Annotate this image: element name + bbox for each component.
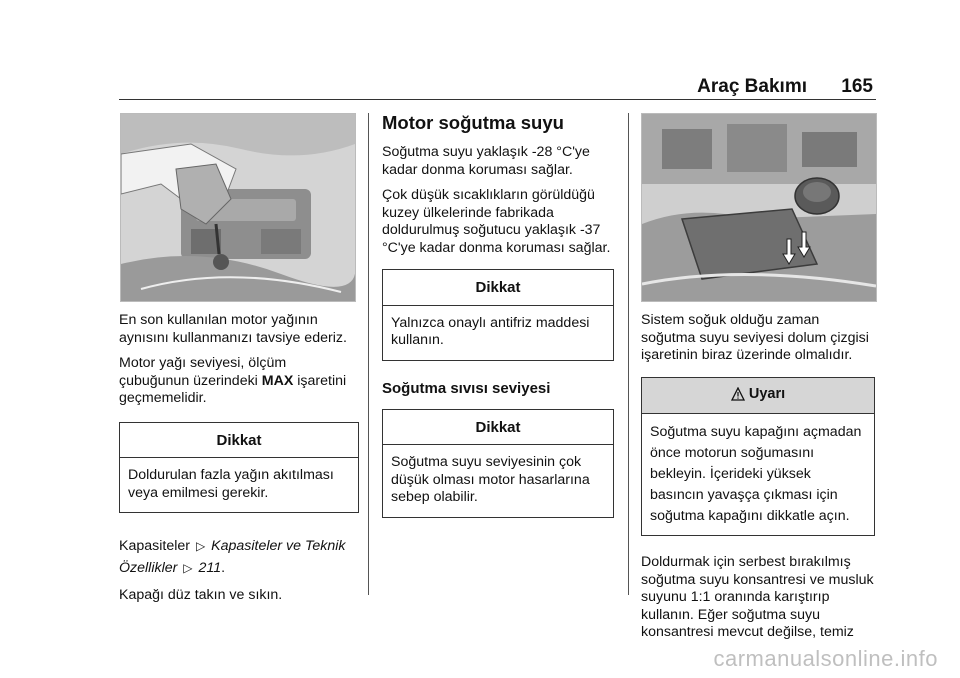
caution-heading: Dikkat — [383, 270, 613, 306]
capacity-reference-link[interactable]: Kapasiteler ve Teknik Özellikler — [119, 538, 346, 576]
page-number: 165 — [841, 76, 873, 97]
oil-level-text — [119, 355, 359, 408]
caution-body: Soğutma suyu seviyesinin çok düşük olması motor hasarlarına sebep olabilir. — [391, 454, 590, 505]
watermark: carmanualsonline.info — [713, 646, 938, 671]
header-rule — [119, 99, 876, 100]
reference-triangle-icon: ▷ — [195, 539, 206, 553]
coolant-north-text: Çok düşük sıcaklıkların görüldüğü kuzey ülkelerinde fabrikada doldurulmuş soğutucu yaklaşık -37 °C'ye kadar donma koruması sağlar. — [382, 187, 611, 256]
middle-column — [382, 112, 614, 532]
coolant-mix-text: Doldurmak için serbest bırakılmış soğutma suyu konsantresi ve musluk suyunu 1:1 oranında karıştırıp kullanın. Eğer soğutma suyu konsantresi mevcut değilse, temiz — [641, 554, 874, 640]
warning-heading — [642, 378, 874, 415]
cap-instruction-text: Kapağı düz takın ve sıkın. — [119, 587, 283, 603]
max-mark-label: MAX — [261, 372, 294, 389]
capacity-reference: Kapasiteler ▷ Kapasiteler ve Teknik Özellikler ▷ 211. — [119, 538, 346, 576]
caution-box-antifreeze — [382, 269, 614, 361]
caution-body: Doldurulan fazla yağın akıtılması veya emilmesi gerekir. — [128, 467, 334, 501]
capacity-reference-page[interactable]: 211 — [198, 560, 222, 576]
oil-level-text-suffix: işaretini geçmemelidir. — [119, 372, 347, 406]
caution-box-oil — [119, 422, 359, 514]
page-header — [119, 76, 875, 100]
caution-body: Yalnızca onaylı antifriz maddesi kullanın. — [391, 314, 590, 348]
warning-triangle-icon — [731, 387, 745, 407]
caution-heading: Dikkat — [383, 410, 613, 446]
warning-body: Soğutma suyu kapağını açmadan önce motorun soğumasını bekleyin. İçerideki yüksek basıncın yavaşça çıkması için soğutma kapağını dikkatle açın. — [650, 424, 862, 524]
oil-recommendation-text: En son kullanılan motor yağının aynısını kullanmanızı tavsiye ederiz. — [119, 312, 347, 346]
warning-box-coolant-cap — [641, 377, 875, 537]
engine-oil-fill-illustration — [120, 113, 356, 302]
right-column — [641, 312, 875, 650]
coolant-level-subheading: Soğutma sıvısı seviyesi — [382, 379, 551, 397]
coolant-reservoir-illustration — [641, 113, 877, 302]
capacity-label: Kapasiteler — [119, 538, 190, 554]
section-title: Araç Bakımı — [697, 76, 807, 97]
warning-heading-label: Uyarı — [748, 385, 786, 402]
coolant-heading: Motor soğutma suyu — [382, 112, 564, 133]
column-divider-1 — [368, 113, 369, 595]
coolant-freeze-text: Soğutma suyu yaklaşık -28 °C'ye kadar donma koruması sağlar. — [382, 144, 590, 178]
coolant-fill-line-text: Sistem soğuk olduğu zaman soğutma suyu seviyesi dolum çizgisi işaretinin biraz üzerinde olmalıdır. — [641, 312, 869, 363]
caution-heading: Dikkat — [120, 423, 358, 459]
column-divider-2 — [628, 113, 629, 595]
caution-box-coolant-level — [382, 409, 614, 518]
oil-level-text-prefix: Motor yağı seviyesi, ölçüm çubuğunun üzerindeki — [119, 355, 287, 389]
left-column — [119, 312, 359, 613]
reference-triangle-icon: ▷ — [183, 561, 193, 575]
